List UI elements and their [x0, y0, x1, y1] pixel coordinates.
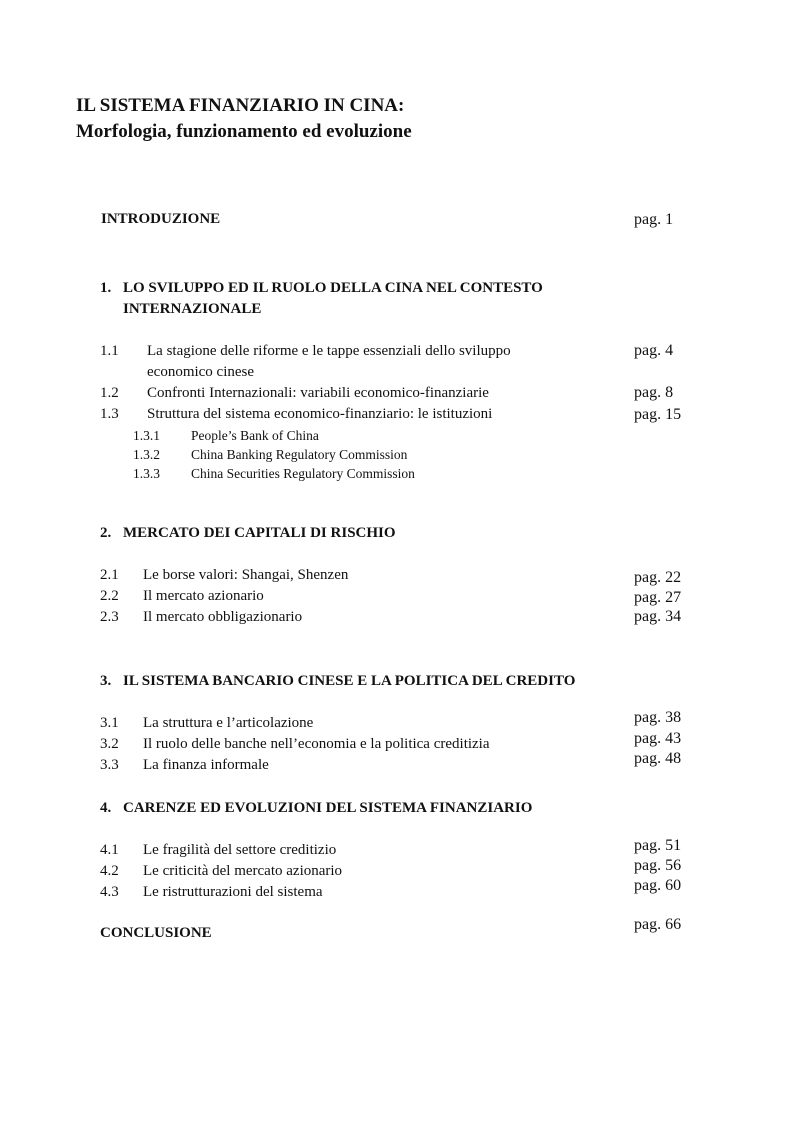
- subsection-number: 1.3.3: [133, 466, 160, 481]
- section-number: 1.2: [100, 385, 119, 401]
- section-title: Struttura del sistema economico-finanziario: le istituzioni: [147, 406, 493, 422]
- section-number: 4.3: [100, 884, 119, 900]
- subsection-title: China Securities Regulatory Commission: [191, 466, 415, 481]
- section-number: 2.1: [100, 567, 119, 583]
- section-title: Il mercato azionario: [143, 588, 264, 604]
- toc-conclusione-label: CONCLUSIONE: [100, 925, 212, 941]
- section-number: 4.2: [100, 863, 119, 879]
- subsection-number: 1.3.1: [133, 428, 160, 443]
- section-title: Le ristrutturazioni del sistema: [143, 884, 323, 900]
- section-title: Le criticità del mercato azionario: [143, 863, 343, 879]
- section-page: pag. 48: [634, 750, 682, 767]
- section-page: pag. 15: [634, 406, 682, 423]
- chapter-2-title: MERCATO DEI CAPITALI DI RISCHIO: [123, 525, 396, 541]
- chapter-2-number: 2.: [100, 525, 112, 541]
- toc-introduzione-label: INTRODUZIONE: [101, 211, 221, 227]
- section-number: 2.2: [100, 588, 119, 604]
- section-number: 1.3: [100, 406, 119, 422]
- section-number: 3.1: [100, 715, 119, 731]
- section-page: pag. 4: [634, 342, 674, 359]
- section-page: pag. 43: [634, 730, 682, 747]
- section-title-cont: economico cinese: [147, 364, 255, 380]
- section-number: 4.1: [100, 842, 119, 858]
- section-page: pag. 22: [634, 569, 682, 586]
- section-title: La stagione delle riforme e le tappe essenziali dello sviluppo: [147, 343, 511, 359]
- document-subtitle: Morfologia, funzionamento ed evoluzione: [76, 121, 412, 142]
- chapter-3-number: 3.: [100, 673, 112, 689]
- subsection-number: 1.3.2: [133, 447, 160, 462]
- chapter-4-title: CARENZE ED EVOLUZIONI DEL SISTEMA FINANZIARIO: [123, 800, 533, 816]
- chapter-3-title: IL SISTEMA BANCARIO CINESE E LA POLITICA DEL CREDITO: [123, 673, 576, 689]
- section-title: La struttura e l’articolazione: [143, 715, 314, 731]
- chapter-1-number: 1.: [100, 280, 112, 296]
- section-title: La finanza informale: [143, 757, 269, 773]
- chapter-4-number: 4.: [100, 800, 112, 816]
- section-page: pag. 8: [634, 384, 674, 401]
- section-number: 3.2: [100, 736, 119, 752]
- chapter-1-title-cont: INTERNAZIONALE: [123, 301, 262, 317]
- section-title: Le borse valori: Shangai, Shenzen: [143, 567, 349, 583]
- section-page: pag. 27: [634, 589, 682, 606]
- subsection-title: China Banking Regulatory Commission: [191, 447, 408, 462]
- section-page: pag. 56: [634, 857, 682, 874]
- toc-conclusione-page: pag. 66: [634, 916, 682, 933]
- section-number: 3.3: [100, 757, 119, 773]
- document-title: IL SISTEMA FINANZIARIO IN CINA:: [76, 95, 405, 116]
- section-title: Le fragilità del settore creditizio: [143, 842, 337, 858]
- section-page: pag. 38: [634, 709, 682, 726]
- chapter-1-title: LO SVILUPPO ED IL RUOLO DELLA CINA NEL CONTESTO: [123, 280, 543, 296]
- section-number: 1.1: [100, 343, 119, 359]
- section-page: pag. 51: [634, 837, 682, 854]
- section-title: Confronti Internazionali: variabili economico-finanziarie: [147, 385, 489, 401]
- subsection-title: People’s Bank of China: [191, 428, 319, 443]
- section-title: Il ruolo delle banche nell’economia e la politica creditizia: [143, 736, 490, 752]
- toc-introduzione-page: pag. 1: [634, 211, 674, 228]
- section-page: pag. 34: [634, 608, 682, 625]
- section-title: Il mercato obbligazionario: [143, 609, 303, 625]
- section-number: 2.3: [100, 609, 119, 625]
- section-page: pag. 60: [634, 877, 682, 894]
